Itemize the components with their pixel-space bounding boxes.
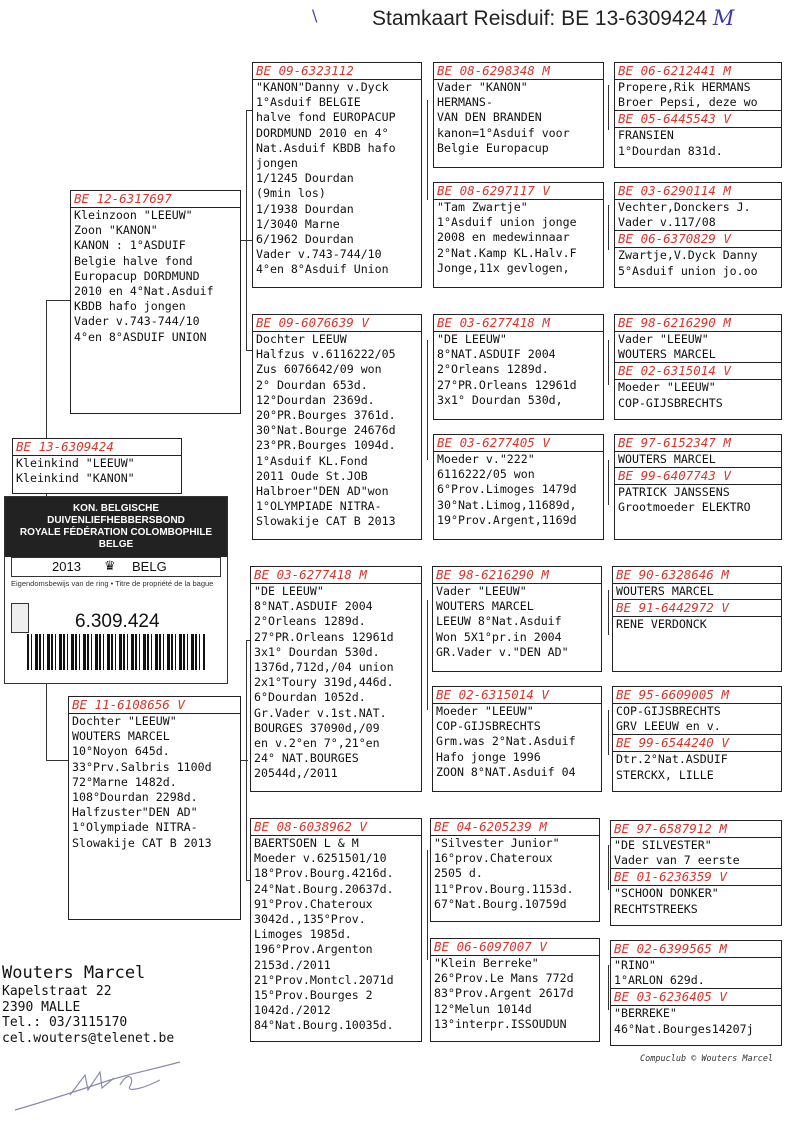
gen4-male-line: Propere,Rik HERMANS bbox=[618, 80, 751, 94]
great-grandparent-line: GR.Vader v."DEN AD" bbox=[436, 644, 569, 659]
great-grandparent-line: 16°prov.Chateroux bbox=[434, 851, 553, 866]
grandparent-line: 3x1° Dourdan 530d. bbox=[254, 644, 380, 659]
gen4-pair-box bbox=[610, 820, 782, 926]
crown-icon: ♛ bbox=[104, 558, 116, 573]
mother-line: Halfzuster"DEN AD" bbox=[72, 805, 198, 820]
grandparent-line: 2x1°Toury 319d,446d. bbox=[254, 675, 394, 690]
father-line: Europacup DORDMUND bbox=[74, 268, 200, 283]
grandparent-line: 6/1962 Dourdan bbox=[256, 232, 354, 247]
gen4-male-line: Vechter,Donckers J. bbox=[618, 200, 751, 214]
mother-line: 33°Prv.Salbris 1100d bbox=[72, 759, 212, 774]
grandparent-box bbox=[252, 314, 422, 540]
great-grandparent-line: "Klein Berreke" bbox=[434, 956, 539, 970]
grandparent-line: (9min los) bbox=[256, 186, 326, 201]
mother-box bbox=[68, 696, 241, 920]
handwritten-signature bbox=[10, 1050, 210, 1120]
grandparent-line: 1042d./2012 bbox=[254, 1003, 331, 1018]
owner-city: 2390 MALLE bbox=[2, 999, 81, 1015]
grandparent-line: jongen bbox=[256, 156, 298, 171]
owner-address bbox=[2, 962, 174, 1046]
grandparent-box bbox=[250, 566, 422, 792]
card-federation-fr: ROYALE FÉDÉRATION COLOMBOPHILE BELGE bbox=[5, 527, 227, 557]
great-grandparent-line: 1°Asduif union jonge bbox=[437, 215, 577, 230]
grandparent-line: 1°Asduif KL.Fond bbox=[256, 453, 368, 468]
gen4-pair-box bbox=[612, 686, 782, 792]
great-grandparent-line: "Silvester Junior" bbox=[434, 836, 560, 850]
great-grandparent-line: kanon=1°Asduif voor bbox=[437, 125, 570, 140]
card-federation-nl: KON. BELGISCHE DUIVENLIEFHEBBERSBOND bbox=[5, 497, 227, 527]
grandparent-line: 23°PR.Bourges 1094d. bbox=[256, 438, 396, 453]
subject-ring: BE 13-6309424 bbox=[13, 439, 181, 456]
great-grandparent-line: 2505 d. bbox=[434, 866, 483, 881]
grandparent-line: Zus 6076642/09 won bbox=[256, 362, 382, 377]
grandparent-line: 3042d.,135°Prov. bbox=[254, 912, 366, 927]
grandparent-line: "KANON"Danny v.Dyck bbox=[256, 80, 389, 94]
title-text: Stamkaart Reisduif: BE 13-6309424 bbox=[372, 7, 708, 30]
gen4-male-ring: BE 02-6399565 M bbox=[611, 941, 781, 958]
grandparent-line: BAERTSOEN L & M bbox=[254, 836, 359, 850]
grandparent-line: 4°en 8°Asduif Union bbox=[256, 262, 389, 277]
gen4-pair-box bbox=[614, 62, 782, 168]
great-grandparent-line: 2°Orleans 1289d. bbox=[437, 362, 549, 377]
gen4-female-ring: BE 91-6442972 V bbox=[613, 599, 781, 617]
mother-line: 108°Dourdan 2298d. bbox=[72, 790, 198, 805]
great-grandparent-line: LEEUW 8°Nat.Asduif bbox=[436, 614, 562, 629]
grandparent-line: 1/3040 Marne bbox=[256, 216, 340, 231]
page-title bbox=[372, 6, 734, 31]
great-grandparent-line: Moeder "LEEUW" bbox=[436, 704, 534, 718]
father-line: 4°en 8°ASDUIF UNION bbox=[74, 329, 207, 344]
connector-line bbox=[608, 205, 609, 250]
gen4-male-line: WOUTERS MARCEL bbox=[618, 347, 716, 362]
gen4-female-line: STERCKX, LILLE bbox=[616, 767, 714, 782]
grandparent-ring: BE 08-6038962 V bbox=[251, 819, 421, 836]
connector-line bbox=[608, 460, 609, 505]
grandparent-line: BOURGES 37090d,/09 bbox=[254, 720, 380, 735]
gen4-male-line: WOUTERS MARCEL bbox=[618, 452, 716, 466]
great-grandparent-line: Belgie Europacup bbox=[437, 140, 549, 155]
grandparent-ring: BE 09-6323112 bbox=[253, 63, 421, 80]
great-grandparent-line: 26°Prov.Le Mans 772d bbox=[434, 971, 574, 986]
grandparent-box bbox=[250, 818, 422, 1042]
owner-email: cel.wouters@telenet.be bbox=[2, 1030, 175, 1046]
great-grandparent-line: 2008 en medewinnaar bbox=[437, 230, 570, 245]
grandparent-line: Moeder v.6251501/10 bbox=[254, 851, 387, 866]
grandparent-line: 2° Dourdan 653d. bbox=[256, 377, 368, 392]
grandparent-line: 2011 Oude St.JOB bbox=[256, 468, 368, 483]
subject-line: Kleinkind "KANON" bbox=[16, 471, 135, 486]
mother-line: 10°Noyon 645d. bbox=[72, 744, 170, 759]
ring-ownership-card bbox=[4, 496, 228, 684]
gen4-female-line: RENE VERDONCK bbox=[616, 617, 707, 632]
great-grandparent-box bbox=[430, 818, 600, 922]
grandparent-line: 12°Dourdan 2369d. bbox=[256, 392, 375, 407]
great-grandparent-ring: BE 08-6297117 V bbox=[434, 183, 603, 200]
gen4-female-line: Grootmoeder ELEKTRO bbox=[618, 500, 751, 515]
father-line: KANON : 1°ASDUIF bbox=[74, 238, 186, 253]
connector-line bbox=[608, 965, 609, 1010]
card-country: BELG bbox=[132, 559, 167, 574]
great-grandparent-line: Won 5X1°pr.in 2004 bbox=[436, 629, 562, 644]
connector-line bbox=[46, 300, 47, 445]
great-grandparent-line: Jonge,11x gevlogen, bbox=[437, 260, 570, 275]
title-handwritten-mark: M bbox=[712, 6, 735, 30]
grandparent-line: 27°PR.Orleans 12961d bbox=[254, 629, 394, 644]
subject-box bbox=[12, 438, 182, 494]
pen-tick-mark: \ bbox=[312, 6, 318, 25]
grandparent-line: Gr.Vader v.1st.NAT. bbox=[254, 705, 387, 720]
great-grandparent-line: 27°PR.Orleans 12961d bbox=[437, 377, 577, 392]
grandparent-line: DORDMUND 2010 en 4° bbox=[256, 125, 389, 140]
connector-line bbox=[46, 300, 70, 301]
gen4-female-line: Dtr.2°Nat.ASDUIF bbox=[616, 752, 728, 767]
grandparent-line: 6°Dourdan 1052d. bbox=[254, 690, 366, 705]
card-year-row bbox=[11, 557, 221, 577]
father-line: Belgie halve fond bbox=[74, 253, 193, 268]
grandparent-line: 196°Prov.Argenton bbox=[254, 942, 373, 957]
gen4-male-ring: BE 90-6328646 M bbox=[613, 567, 781, 584]
gen4-male-line: Broer Pepsi, deze wo bbox=[618, 95, 758, 110]
mother-line: Slowakije CAT B 2013 bbox=[72, 835, 212, 850]
great-grandparent-line: 11°Prov.Bourg.1153d. bbox=[434, 881, 574, 896]
grandparent-line: en v.2°en 7°,21°en bbox=[254, 736, 380, 751]
gen4-female-line: 46°Nat.Bourges14207j bbox=[614, 1021, 754, 1036]
great-grandparent-line: ZOON 8°NAT.Asduif 04 bbox=[436, 764, 576, 779]
great-grandparent-line: 67°Nat.Bourg.10759d bbox=[434, 896, 567, 911]
great-grandparent-ring: BE 08-6298348 M bbox=[434, 63, 603, 80]
grandparent-line: 20544d,/2011 bbox=[254, 766, 338, 781]
great-grandparent-line: Moeder v."222" bbox=[437, 452, 535, 466]
gen4-female-ring: BE 99-6407743 V bbox=[615, 467, 781, 485]
gen4-female-line: "SCHOON DONKER" bbox=[614, 886, 719, 901]
card-ring-number: 6.309.424 bbox=[75, 611, 160, 632]
gen4-male-line: WOUTERS MARCEL bbox=[616, 584, 714, 598]
gen4-male-ring: BE 97-6152347 M bbox=[615, 435, 781, 452]
mother-line: WOUTERS MARCEL bbox=[72, 729, 170, 744]
great-grandparent-line: Vader "LEEUW" bbox=[436, 584, 527, 598]
gen4-male-ring: BE 97-6587912 M bbox=[611, 821, 781, 838]
father-box bbox=[70, 190, 241, 414]
grandparent-line: 2°Orleans 1289d. bbox=[254, 614, 366, 629]
connector-line bbox=[246, 110, 247, 350]
great-grandparent-ring: BE 03-6277405 V bbox=[434, 435, 603, 452]
grandparent-line: Limoges 1985d. bbox=[254, 927, 352, 942]
connector-line bbox=[608, 845, 609, 890]
great-grandparent-ring: BE 06-6097007 V bbox=[431, 939, 599, 956]
card-punch-slot bbox=[11, 603, 29, 633]
grandparent-line: 1376d,712d,/04 union bbox=[254, 660, 394, 675]
grandparent-line: 21°Prov.Montcl.2071d bbox=[254, 972, 394, 987]
grandparent-line: 2153d./2011 bbox=[254, 957, 331, 972]
grandparent-line: 84°Nat.Bourg.10035d. bbox=[254, 1018, 394, 1033]
gen4-male-line: COP-GIJSBRECHTS bbox=[616, 704, 721, 718]
card-ownership-text: Eigendomsbewijs van de ring • Titre de propriété de la bague bbox=[11, 579, 214, 588]
connector-line bbox=[427, 100, 428, 200]
grandparent-line: Halfzus v.6116222/05 bbox=[256, 347, 396, 362]
owner-phone: Tel.: 03/3115170 bbox=[2, 1015, 128, 1030]
connector-line bbox=[427, 850, 428, 960]
gen4-female-ring: BE 99-6544240 V bbox=[613, 734, 781, 752]
grandparent-ring: BE 03-6277418 M bbox=[251, 567, 421, 584]
great-grandparent-box bbox=[432, 566, 602, 672]
grandparent-line: 24°Nat.Bourg.20637d. bbox=[254, 881, 394, 896]
gen4-female-line: PATRICK JANSSENS bbox=[618, 485, 730, 500]
gen4-female-ring: BE 05-6445543 V bbox=[615, 110, 781, 128]
gen4-female-line: 5°Asduif union jo.oo bbox=[618, 263, 758, 278]
connector-line bbox=[246, 640, 247, 880]
gen4-male-line: "RINO" bbox=[614, 958, 656, 972]
gen4-female-line: RECHTSTREEKS bbox=[614, 901, 698, 916]
connector-line bbox=[608, 85, 609, 130]
mother-line: Dochter "LEEUW" bbox=[72, 714, 177, 728]
grandparent-line: "DE LEEUW" bbox=[254, 584, 324, 598]
gen4-male-ring: BE 03-6290114 M bbox=[615, 183, 781, 200]
mother-line: 72°Marne 1482d. bbox=[72, 774, 177, 789]
great-grandparent-line: 6°Prov.Limoges 1479d bbox=[437, 482, 577, 497]
gen4-pair-box bbox=[614, 314, 782, 420]
gen4-female-line: "BERREKE" bbox=[614, 1006, 677, 1021]
grandparent-line: Slowakije CAT B 2013 bbox=[256, 514, 396, 529]
great-grandparent-line: 3x1° Dourdan 530d, bbox=[437, 392, 563, 407]
grandparent-line: 24° NAT.BOURGES bbox=[254, 751, 359, 766]
great-grandparent-box bbox=[432, 686, 602, 792]
gen4-male-ring: BE 95-6609005 M bbox=[613, 687, 781, 704]
gen4-male-line: Vader v.117/08 bbox=[618, 215, 716, 230]
gen4-pair-box bbox=[614, 182, 782, 288]
great-grandparent-ring: BE 98-6216290 M bbox=[433, 567, 601, 584]
gen4-male-line: Vader "LEEUW" bbox=[618, 332, 709, 346]
barcode-graphic bbox=[27, 634, 205, 670]
connector-line bbox=[427, 600, 428, 710]
father-line: KBDB hafo jongen bbox=[74, 299, 186, 314]
grandparent-line: 1/1245 Dourdan bbox=[256, 171, 354, 186]
great-grandparent-line: 8°NAT.ASDUIF 2004 bbox=[437, 347, 556, 362]
gen4-pair-box bbox=[614, 434, 782, 540]
father-ring: BE 12-6317697 bbox=[71, 191, 240, 208]
gen4-male-line: Vader van 7 eerste bbox=[614, 853, 740, 868]
great-grandparent-box bbox=[433, 182, 604, 288]
gen4-female-ring: BE 01-6236359 V bbox=[611, 868, 781, 886]
great-grandparent-line: COP-GIJSBRECHTS bbox=[436, 719, 541, 734]
great-grandparent-line: 12°Melun 1014d bbox=[434, 1001, 532, 1016]
great-grandparent-line: 2°Nat.Kamp KL.Halv.F bbox=[437, 245, 577, 260]
great-grandparent-line: Grm.was 2°Nat.Asduif bbox=[436, 734, 576, 749]
gen4-female-line: COP-GIJSBRECHTS bbox=[618, 395, 723, 410]
grandparent-line: 1°Asduif BELGIE bbox=[256, 95, 361, 110]
great-grandparent-line: 83°Prov.Argent 2617d bbox=[434, 986, 574, 1001]
card-year: 2013 bbox=[52, 559, 81, 574]
gen4-female-line: 1°Dourdan 831d. bbox=[618, 143, 723, 158]
great-grandparent-box bbox=[433, 314, 604, 420]
great-grandparent-line: Hafo jonge 1996 bbox=[436, 749, 541, 764]
father-line: Kleinzoon "LEEUW" bbox=[74, 208, 193, 222]
father-line: 2010 en 4°Nat.Asduif bbox=[74, 284, 214, 299]
grandparent-box bbox=[252, 62, 422, 288]
gen4-female-ring: BE 06-6370829 V bbox=[615, 230, 781, 248]
gen4-female-ring: BE 03-6236405 V bbox=[611, 988, 781, 1006]
great-grandparent-line: Vader "KANON" bbox=[437, 80, 528, 94]
great-grandparent-box bbox=[433, 434, 604, 540]
connector-line bbox=[46, 760, 68, 761]
mother-ring: BE 11-6108656 V bbox=[69, 697, 240, 714]
owner-name: Wouters Marcel bbox=[2, 963, 146, 983]
gen4-pair-box bbox=[612, 566, 782, 672]
grandparent-line: Dochter LEEUW bbox=[256, 332, 347, 346]
great-grandparent-box bbox=[430, 938, 600, 1042]
great-grandparent-line: "Tam Zwartje" bbox=[437, 200, 528, 214]
grandparent-line: Halbroer"DEN AD"won bbox=[256, 484, 389, 499]
grandparent-line: 91°Prov.Chateroux bbox=[254, 896, 373, 911]
great-grandparent-line: 6116222/05 won bbox=[437, 467, 535, 482]
mother-line: 1°Olympiade NITRA- bbox=[72, 820, 198, 835]
great-grandparent-box bbox=[433, 62, 604, 168]
gen4-female-ring: BE 02-6315014 V bbox=[615, 362, 781, 380]
gen4-female-line: FRANSIEN bbox=[618, 128, 674, 143]
great-grandparent-line: "DE LEEUW" bbox=[437, 332, 507, 346]
gen4-male-ring: BE 98-6216290 M bbox=[615, 315, 781, 332]
great-grandparent-ring: BE 03-6277418 M bbox=[434, 315, 603, 332]
great-grandparent-ring: BE 02-6315014 V bbox=[433, 687, 601, 704]
owner-street: Kapelstraat 22 bbox=[2, 984, 112, 999]
grandparent-line: 1/1938 Dourdan bbox=[256, 201, 354, 216]
grandparent-line: Nat.Asduif KBDB hafo bbox=[256, 140, 396, 155]
grandparent-line: halve fond EUROPACUP bbox=[256, 110, 396, 125]
grandparent-line: 8°NAT.ASDUIF 2004 bbox=[254, 599, 373, 614]
gen4-male-line: "DE SILVESTER" bbox=[614, 838, 712, 852]
gen4-female-line: Moeder "LEEUW" bbox=[618, 380, 716, 395]
grandparent-ring: BE 09-6076639 V bbox=[253, 315, 421, 332]
grandparent-line: 15°Prov.Bourges 2 bbox=[254, 988, 373, 1003]
footer-credit: Compuclub © Wouters Marcel bbox=[640, 1054, 774, 1064]
father-line: Zoon "KANON" bbox=[74, 223, 158, 238]
great-grandparent-line: 30°Nat.Limog,11689d, bbox=[437, 497, 577, 512]
father-line: Vader v.743-744/10 bbox=[74, 314, 200, 329]
grandparent-line: 1°OLYMPIADE NITRA- bbox=[256, 499, 382, 514]
grandparent-line: Vader v.743-744/10 bbox=[256, 247, 382, 262]
grandparent-line: 18°Prov.Bourg.4216d. bbox=[254, 866, 394, 881]
great-grandparent-line: 13°interpr.ISSOUDUN bbox=[434, 1016, 567, 1031]
grandparent-line: 30°Nat.Bourge 24676d bbox=[256, 423, 396, 438]
connector-line bbox=[608, 340, 609, 385]
great-grandparent-line: HERMANS- bbox=[437, 95, 493, 110]
subject-line: Kleinkind "LEEUW" bbox=[16, 456, 135, 470]
gen4-male-line: 1°ARLON 629d. bbox=[614, 973, 705, 988]
gen4-pair-box bbox=[610, 940, 782, 1046]
gen4-male-line: GRV LEEUW en v. bbox=[616, 719, 721, 734]
connector-line bbox=[608, 590, 609, 635]
great-grandparent-ring: BE 04-6205239 M bbox=[431, 819, 599, 836]
great-grandparent-line: 19°Prov.Argent,1169d bbox=[437, 512, 577, 527]
gen4-male-ring: BE 06-6212441 M bbox=[615, 63, 781, 80]
connector-line bbox=[608, 710, 609, 755]
connector-line bbox=[427, 340, 428, 460]
great-grandparent-line: WOUTERS MARCEL bbox=[436, 599, 534, 614]
grandparent-line: 20°PR.Bourges 3761d. bbox=[256, 408, 396, 423]
gen4-female-line: Zwartje,V.Dyck Danny bbox=[618, 248, 758, 263]
great-grandparent-line: VAN DEN BRANDEN bbox=[437, 110, 542, 125]
